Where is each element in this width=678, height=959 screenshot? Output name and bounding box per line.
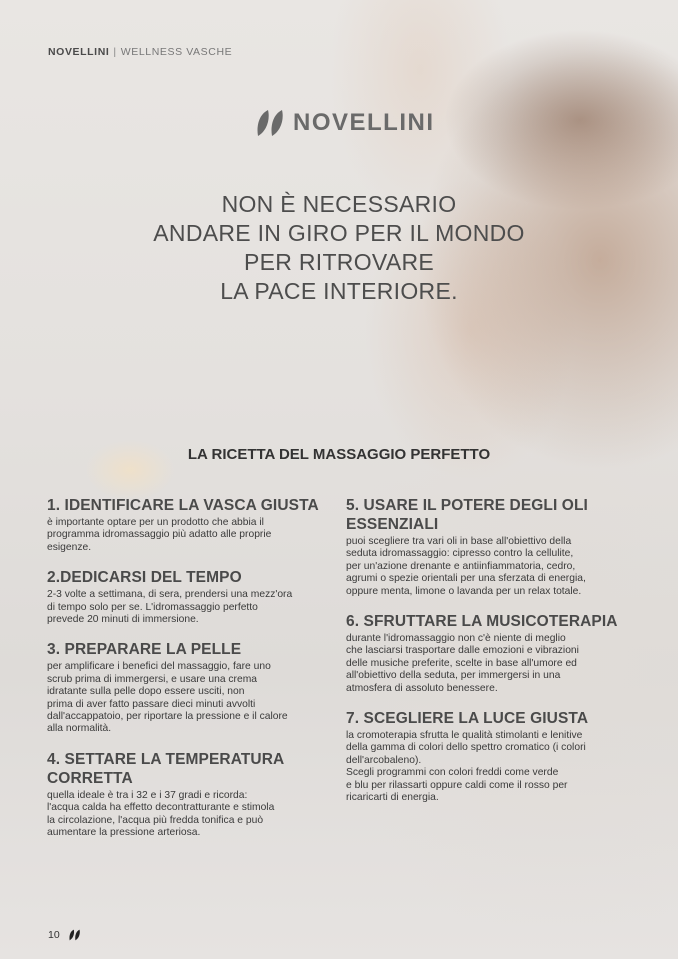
headline-line: NON È NECESSARIO [221, 191, 457, 217]
header-brand: NOVELLINI [48, 46, 110, 58]
tip-line: prevede 20 minuti di immersione. [47, 614, 199, 626]
tip-text [47, 661, 335, 735]
tip-line: della gamma di colori dello spettro cromatico (i colori [346, 742, 586, 754]
tip-line: oppure menta, limone o lavanda per un relax totale. [346, 585, 582, 597]
tip-title: 1. IDENTIFICARE LA VASCA GIUSTA [47, 497, 319, 514]
tip-line: l'acqua calda ha effetto decontratturante e stimola [47, 802, 275, 814]
tip-line: ricaricarti di energia. [346, 792, 439, 804]
headline-line: LA PACE INTERIORE. [220, 278, 458, 304]
tip-title: 2.DEDICARSI DEL TEMPO [47, 569, 242, 587]
tip-title: 6. SFRUTTARE LA MUSICOTERAPIA [346, 613, 618, 631]
tip-title: 3. PREPARARE LA PELLE [47, 641, 242, 659]
tip-item [47, 640, 335, 735]
tip-line: Scegli programmi con colori freddi come verde [346, 767, 559, 779]
tip-text [47, 589, 335, 626]
novellini-leaf-logo-icon [254, 106, 288, 140]
tip-line: esigenze. [47, 541, 92, 553]
tip-item [346, 612, 636, 695]
headline-line: PER RITROVARE [243, 249, 435, 275]
tip-line: seduta idromassaggio: cipresso contro la cellulite, [346, 548, 574, 560]
tip-line: 2-3 volte a settimana, di sera, prendersi una mezz'ora [47, 589, 293, 601]
section-header [48, 46, 232, 58]
tip-line: di tempo solo per se. L'idromassaggio perfetto [47, 601, 258, 613]
tip-line: la cromoterapia sfrutta le qualità stimolanti e lenitive [346, 730, 583, 742]
tip-line: alla normalità. [47, 723, 112, 735]
tip-line: dall'accappatoio, per riportare la pressione e il calore [47, 711, 288, 723]
tip-item [47, 496, 335, 554]
tip-item [346, 496, 636, 598]
tip-line: durante l'idromassaggio non c'è niente di meglio [346, 633, 566, 645]
tip-line: prima di aver fatto passare dieci minuti avvolti [47, 698, 256, 710]
tip-text [346, 536, 636, 598]
tip-line: la circolazione, l'acqua più fredda tonifica e può [47, 814, 264, 826]
tip-line: puoi scegliere tra vari oli in base all'obiettivo della [346, 536, 572, 547]
tip-line: scrub prima di immergersi, e usare una crema [47, 673, 258, 685]
tip-line: che lasciarsi trasportare dalle emozioni e vibrazioni [346, 645, 579, 657]
headline [0, 190, 678, 306]
header-section: WELLNESS VASCHE [120, 46, 233, 58]
headline-line: ANDARE IN GIRO PER IL MONDO [153, 220, 525, 246]
tip-title: 4. SETTARE LA TEMPERATURA CORRETTA [47, 750, 284, 787]
tip-line: atmosfera di assoluto benessere. [346, 682, 498, 694]
tip-line: idratante sulla pelle dopo essere usciti, non [47, 686, 245, 698]
tip-line: è importante optare per un prodotto che abbia il [47, 517, 264, 528]
novellini-small-logo-icon [68, 928, 82, 942]
page-footer [48, 928, 82, 942]
tip-line: quella ideale è tra i 32 e i 37 gradi e ricorda: [47, 789, 248, 801]
tip-line: per un'azione drenante e antiinfiammatoria, cedro, [346, 560, 576, 572]
recipe-title: LA RICETTA DEL MASSAGGIO PERFETTO [187, 446, 491, 463]
tip-text [346, 730, 636, 804]
logo-text: NOVELLINI [293, 109, 435, 136]
tip-line: delle musiche preferite, scelte in base all'umore ed [346, 657, 577, 669]
tip-title: 5. USARE IL POTERE DEGLI OLI ESSENZIALI [346, 497, 588, 533]
header-separator: | [113, 46, 117, 58]
novellini-logo [254, 106, 435, 140]
tip-line: per amplificare i benefici del massaggio, fare uno [47, 661, 271, 673]
tip-line: agrumi o spezie orientali per una sferzata di energia, [346, 573, 586, 585]
page-number: 10 [48, 929, 60, 941]
tip-line: all'obiettivo della seduta, per immergersi in una [346, 670, 561, 682]
tip-item [47, 750, 335, 840]
tip-text [346, 633, 636, 695]
tip-line: aumentare la pressione arteriosa. [47, 827, 201, 839]
tip-line: dell'arcobaleno). [346, 754, 422, 766]
tip-line: programma idromassaggio più adatto alle proprie [47, 529, 272, 541]
tip-item [346, 709, 636, 804]
left-column [47, 496, 335, 854]
tip-text [47, 790, 335, 840]
right-column [346, 496, 636, 819]
tip-item [47, 568, 335, 626]
tip-line: e blu per rilassarti oppure caldi come il rosso per [346, 779, 568, 791]
tip-text [47, 517, 335, 554]
tip-title: 7. SCEGLIERE LA LUCE GIUSTA [346, 710, 589, 728]
